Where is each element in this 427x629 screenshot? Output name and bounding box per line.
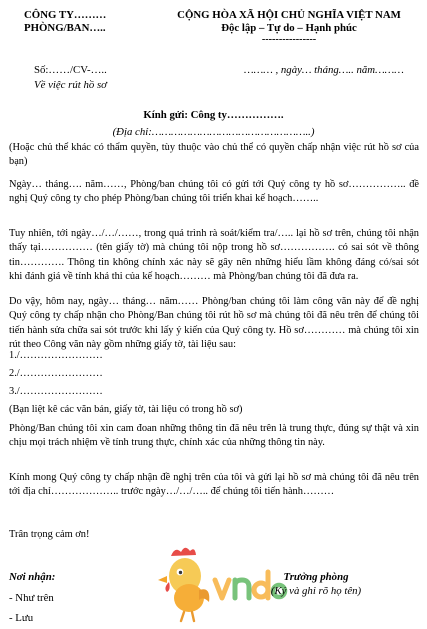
recipient-item-2: - Lưu: [9, 612, 34, 624]
recipients-title: Nơi nhận:: [9, 571, 56, 583]
document-date: ……… , ngày… tháng….. năm………: [244, 64, 404, 76]
recipient-item-1: - Như trên: [9, 592, 54, 604]
paragraph-list-note: (Bạn liệt kê các văn bản, giấy tờ, tài liệu có trong hồ sơ): [9, 404, 243, 415]
motto-rule: ----------------: [261, 34, 317, 45]
paragraph-return-request: Kính mong Quý công ty chấp nhận đề nghị trên của tôi và gửi lại hồ sơ mà chúng tôi đã nêu trên tới địa chỉ……………….. trước ngày…/…/….. để chúng tôi tiến hành………: [9, 472, 419, 498]
paragraph-error-found: Tuy nhiên, tới ngày…/…/……, trong quá trình rà soát/kiểm tra/….. lại hồ sơ trên, chúng tôi nhận thấy tại…………… (tên giấy tờ) mà chúng tôi nộp trong hồ sơ……………. có sai sót về thông tin…………. Thông tin không chính xác này sẽ gây nên những hiểu lầm không đáng có/sai sót khi đánh giá về tính khả thi của kế hoạch……… mà Phòng/ban chúng tôi đã đưa ra.: [9, 228, 419, 283]
list-item-3: 3./……………………: [9, 386, 103, 397]
paragraph-submission: Ngày… tháng…. năm……, Phòng/ban chúng tôi có gửi tới Quý công ty hồ sơ…………….. đề nghị Quý công ty cho phép Phòng/ban chúng tôi triển khai kế hoạch……..: [9, 179, 419, 205]
salutation-to: Kính gửi: Công ty…………….: [143, 109, 284, 121]
motto: Độc lập – Tự do – Hạnh phúc: [221, 22, 357, 34]
list-item-1: 1./……………………: [9, 350, 103, 361]
department-name: PHÒNG/BAN…..: [24, 22, 106, 34]
paragraph-commitment: Phòng/Ban chúng tôi xin cam đoan những thông tin đã nêu trên là trung thực, đúng sự thật và xin chịu mọi trách nhiệm về tính trung thực, chính xác của những thông tin này.: [9, 423, 419, 449]
document-subject: Về việc rút hồ sơ: [34, 79, 107, 91]
salutation-address: (Địa chỉ:…………………………………………..): [112, 126, 315, 138]
company-name: CÔNG TY………: [24, 9, 107, 21]
document-number: Số:……/CV-…..: [34, 64, 107, 76]
closing-thanks: Trân trọng cảm ơn!: [9, 529, 90, 540]
list-item-2: 2./……………………: [9, 368, 103, 379]
paragraph-authority-note: (Hoặc chủ thể khác có thẩm quyền, tùy thuộc vào chủ thể có quyền chấp nhận việc rút hồ sơ của bạn): [9, 142, 419, 168]
signer-note: (Ký và ghi rõ họ tên): [270, 585, 362, 597]
paragraph-request: Do vậy, hôm nay, ngày… tháng… năm…… Phòng/ban chúng tôi làm công văn này để đề nghị Quý công ty chấp nhận cho Phòng/Ban chúng tôi rút hồ sơ mà chúng tôi đã nêu trên để chúng tôi tiến hành sửa chữa sai sót trước khi lấy ý kiến của Quý công ty. Hồ sơ………… mà chúng tôi xin rút theo Công văn này gồm những giấy tờ, tài liệu sau:: [9, 296, 419, 351]
signer-title: Trưởng phòng: [283, 571, 349, 583]
country-name: CỘNG HÒA XÃ HỘI CHỦ NGHĨA VIỆT NAM: [177, 9, 401, 21]
